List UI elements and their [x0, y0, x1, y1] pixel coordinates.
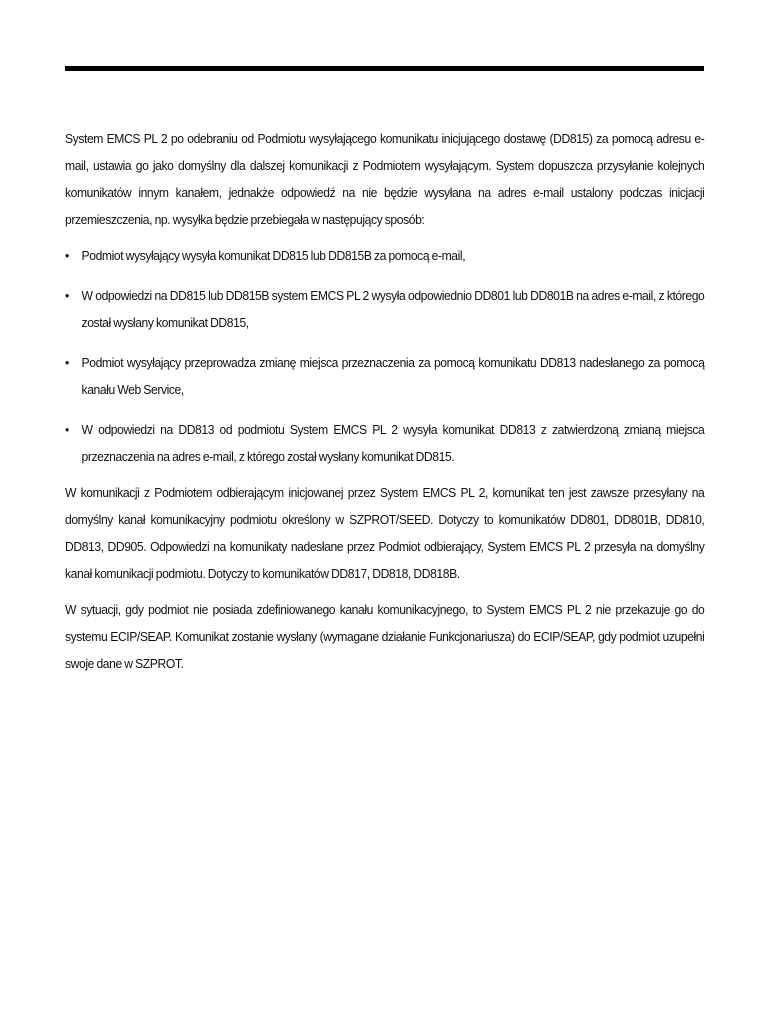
bullet-icon: • — [65, 422, 69, 437]
list-item — [65, 349, 704, 403]
bullet-icon: • — [65, 288, 69, 303]
paragraph-no-channel: W sytuacji, gdy podmiot nie posiada zdefiniowanego kanału komunikacyjnego, to System EMCS PL 2 nie przekazuje go do systemu ECIP/SEAP. Komunikat zostanie wysłany (wymagane działanie Funkcjonariusza) do ECIP/SEAP, gdy podmiot uzupełni swoje dane w SZPROT. — [65, 602, 705, 671]
bullet-icon: • — [65, 248, 69, 263]
paragraph-intro: System EMCS PL 2 po odebraniu od Podmiotu wysyłającego komunikatu inicjującego dostawę (DD815) za pomocą adresu e-mail, ustawia go jako domyślny dla dalszej komunikacji z Podmiotem wysyłającym. System dopuszcza przysyłanie kolejnych komunikatów innym kanałem, jednakże odpowiedź na nie będzie wysyłana na adres e-mail ustalony podczas inicjacji przemieszczenia, np. wysyłka będzie przebiegała w następujący sposób: — [65, 131, 705, 227]
bullet-icon: • — [65, 355, 69, 370]
list-item — [65, 242, 704, 269]
list-item-text: W odpowiedzi na DD815 lub DD815B system EMCS PL 2 wysyła odpowiednio DD801 lub DD801B na adres e-mail, z którego został wysłany komunikat DD815, — [81, 288, 705, 330]
paragraph-receiver: W komunikacji z Podmiotem odbierającym inicjowanej przez System EMCS PL 2, komunikat ten jest zawsze przesyłany na domyślny kanał komunikacyjny podmiotu określony w SZPROT/SEED. Dotyczy to komunikatów DD801, DD801B, DD810, DD813, DD905. Odpowiedzi na komunikaty nadesłane przez Podmiot odbierający, System EMCS PL 2 przesyła na domyślny kanał komunikacji podmiotu. Dotyczy to komunikatów DD817, DD818, DD818B. — [65, 485, 705, 581]
list-item-text: Podmiot wysyłający przeprowadza zmianę miejsca przeznaczenia za pomocą komunikatu DD813 nadesłanego za pomocą kanału Web Service, — [81, 355, 705, 397]
list-item-text: Podmiot wysyłający wysyła komunikat DD815 lub DD815B za pomocą e-mail, — [81, 248, 466, 263]
bullet-list — [65, 242, 704, 470]
list-item — [65, 416, 704, 470]
list-item-text: W odpowiedzi na DD813 od podmiotu System EMCS PL 2 wysyła komunikat DD813 z zatwierdzoną zmianą miejsca przeznaczenia na adres e-mail, z którego został wysłany komunikat DD815. — [81, 422, 705, 464]
document-body — [65, 125, 704, 686]
list-item — [65, 282, 704, 336]
header-rule — [65, 66, 704, 71]
